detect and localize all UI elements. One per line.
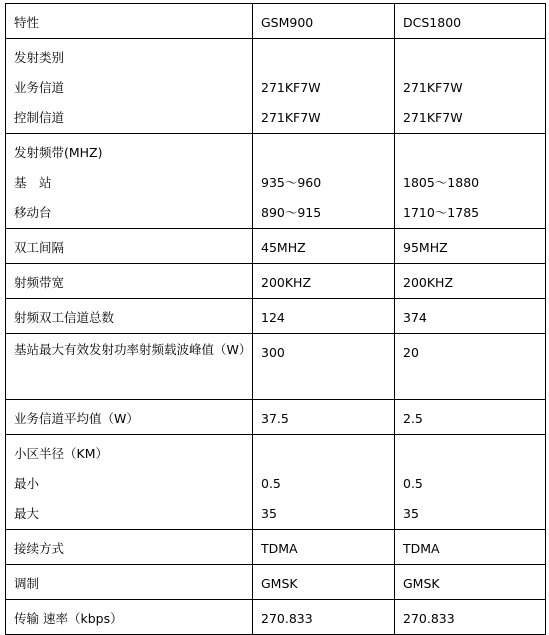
dcs-value: 2.5 [395,400,546,435]
gsm-value: GMSK [253,565,395,600]
header-gsm900: GSM900 [253,4,395,39]
row-label: 传输 速率（kbps） [6,600,253,635]
row-label: 射频带宽 [6,264,253,299]
table-row [6,435,546,530]
gsm-value: 300 [253,334,395,400]
dcs-value: 0.5 [403,476,423,491]
row-label: 业务信道平均值（W） [6,400,253,435]
header-feature: 特性 [6,4,253,39]
dcs-value [403,138,545,168]
gsm-value-cell [253,39,395,134]
row-label: 接续方式 [6,530,253,565]
table-row [6,264,546,299]
gsm-value: 200KHZ [253,264,395,299]
gsm-value: 271KF7W [261,80,321,95]
row-label: 基 站 [14,175,52,190]
gsm-value-cell [253,134,395,229]
table-row [6,334,546,400]
row-label-cell [6,39,253,134]
gsm-value: 45MHZ [253,229,395,264]
row-label: 双工间隔 [6,229,253,264]
dcs-value: GMSK [395,565,546,600]
table-row [6,530,546,565]
header-dcs1800: DCS1800 [395,4,546,39]
row-label: 最小 [14,476,40,491]
row-label: 小区半径（KM） [14,446,108,461]
gsm-value: TDMA [253,530,395,565]
gsm-value: 270.833 [253,600,395,635]
table-row [6,229,546,264]
dcs-value-cell [395,435,546,530]
gsm-value-cell [253,435,395,530]
dcs-value: 1710～1785 [403,205,480,220]
table-row [6,600,546,635]
table-row [6,39,546,134]
dcs-value: 1805～1880 [403,175,480,190]
dcs-value: 374 [395,299,546,334]
dcs-value [403,43,545,73]
row-label: 控制信道 [14,110,65,125]
table-row [6,134,546,229]
table-row [6,565,546,600]
gsm-value: 35 [261,506,277,521]
dcs-value-cell [395,39,546,134]
dcs-value: 95MHZ [395,229,546,264]
gsm-value [261,43,394,73]
dcs-value: 200KHZ [395,264,546,299]
gsm-value: 271KF7W [261,110,321,125]
row-label: 发射类别 [14,50,65,65]
gsm-value: 935～960 [261,175,322,190]
dcs-value: 271KF7W [403,110,463,125]
gsm-value: 124 [253,299,395,334]
table-row [6,400,546,435]
row-label: 移动台 [14,205,52,220]
dcs-value: 20 [395,334,546,400]
gsm-value: 37.5 [253,400,395,435]
dcs-value: 270.833 [395,600,546,635]
dcs-value: 271KF7W [403,80,463,95]
table-row [6,299,546,334]
row-label: 最大 [14,506,40,521]
gsm-value: 890～915 [261,205,322,220]
row-label-cell [6,134,253,229]
row-label: 业务信道 [14,80,65,95]
row-label: 射频双工信道总数 [6,299,253,334]
dcs-value-cell [395,134,546,229]
dcs-value: 35 [403,506,419,521]
table-header-row [6,4,546,39]
row-label: 调制 [6,565,253,600]
spec-table [5,3,546,635]
gsm-value: 0.5 [261,476,281,491]
dcs-value: TDMA [395,530,546,565]
gsm-value [261,138,394,168]
row-label-cell [6,435,253,530]
row-label: 基站最大有效发射功率射频载波峰值（W） [6,334,253,400]
gsm-value [261,439,394,469]
row-label: 发射频带(MHZ) [14,145,103,160]
dcs-value [403,439,545,469]
